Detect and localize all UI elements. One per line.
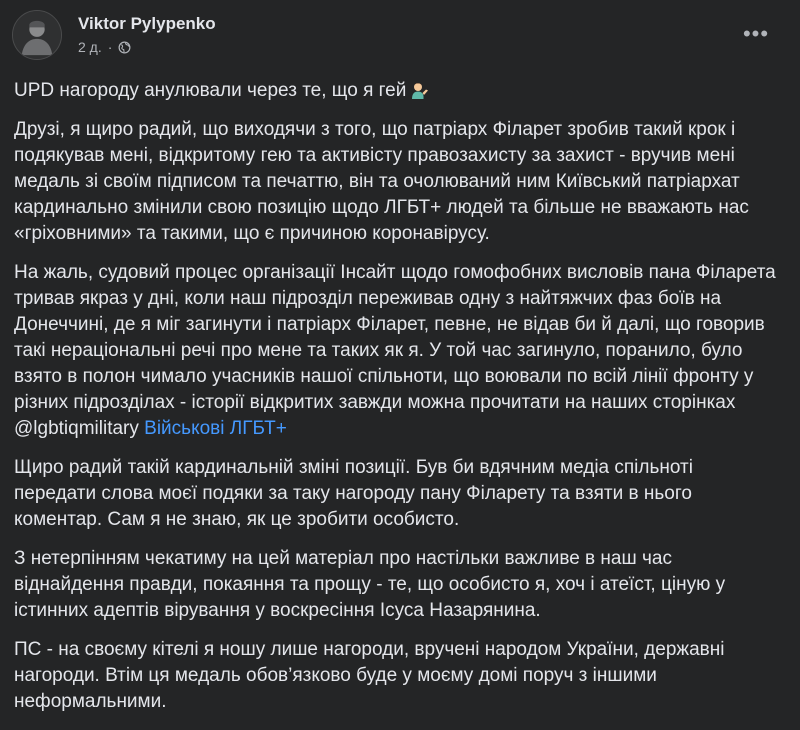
avatar-image	[13, 11, 61, 59]
more-horizontal-icon: •••	[742, 21, 770, 46]
post-paragraph-1: Друзі, я щиро радий, що виходячи з того, що патріарх Філарет зробив такий крок і подякував мені, відкритому гею та активісту правозахисту за захист - вручив мені медаль зі своїм підписом та печаттю, він та очолюваний ним Київський патріархат кардинально змінили свою позицію щодо ЛГБТ+ людей та більше не вважають нас «гріховними» та такими, що є причиною коронавірусу.	[14, 119, 749, 244]
post-paragraph-3: Щиро радий такій кардинальній зміні позиції. Був би вдячним медіа спільноті передати слова моєї подяки за таку нагороду пану Філарету та взяти в нього коментар. Сам я не знаю, як це зробити особисто.	[14, 457, 693, 530]
post-meta	[78, 39, 131, 55]
post-paragraph-upd	[14, 78, 778, 104]
meta-separator: ·	[107, 39, 113, 55]
more-options-button[interactable]	[738, 20, 774, 56]
post-paragraph-2	[14, 260, 778, 442]
avatar[interactable]	[12, 10, 62, 60]
paragraph-2-text: На жаль, судовий процес організації Інсайт щодо гомофобних висловів пана Філарета тривав якраз у дні, коли наш підрозділ переживав одну з найтяжчих фаз боїв на Донеччині, де я міг загинути і патріарх Філарет, певне, не відав би й далі, що говорив такі нераціональні речі про мене та таких як я. У той час загинуло, поранило, було взято в полон чимало учасників нашої спільноти, що воювали по всій лінії фронту у різних підрозділах - історії відкритих завжди можна прочитати на наших сторінках @lgbtiqmilitary	[14, 262, 776, 439]
post-paragraph-4: З нетерпінням чекатиму на цей матеріал про настільки важливе в наш час віднайдення правди, покаяння та прощу - те, що особисто я, хоч і атеїст, ціную у істинних адептів вірування у воскресіння Ісуса Назарянина.	[14, 548, 726, 621]
globe-icon[interactable]	[118, 41, 131, 54]
author-name[interactable]: Viktor Pylypenko	[78, 14, 216, 33]
person-tipping-hand-emoji-icon	[410, 80, 430, 100]
military-lgbt-link[interactable]: Військові ЛГБТ+	[144, 418, 287, 439]
post-header	[12, 10, 788, 62]
post-time[interactable]: 2 д.	[78, 39, 102, 55]
upd-text: UPD нагороду анулювали через те, що я гей	[14, 80, 407, 101]
post-text	[14, 78, 778, 728]
post-paragraph-5: ПС - на своєму кітелі я ношу лише нагороди, вручені народом України, державні нагороди. Втім ця медаль обов’язково буде у моєму домі поруч з іншими неформальними.	[14, 639, 725, 712]
